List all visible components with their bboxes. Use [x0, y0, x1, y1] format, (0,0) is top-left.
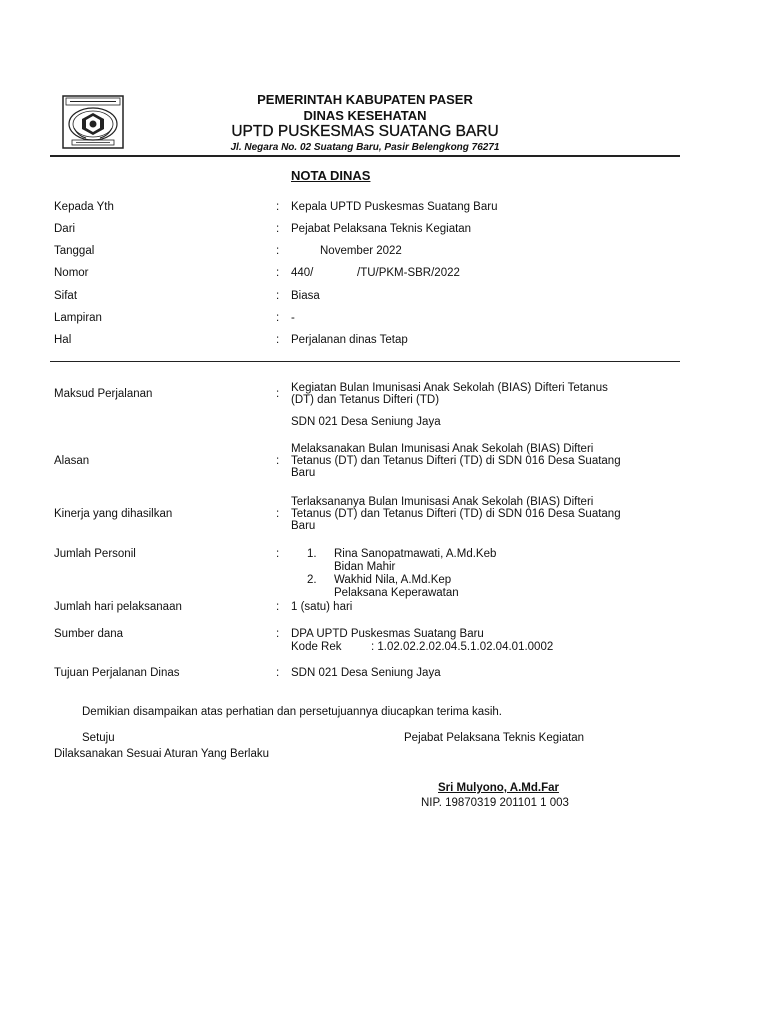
personil-label: Jumlah Personil — [54, 548, 136, 560]
kinerja-value — [291, 496, 621, 532]
colon: : — [276, 290, 280, 302]
personil-number: 2. — [307, 574, 317, 586]
personil-name: Wakhid Nila, A.Md.Kep — [334, 574, 452, 586]
kepada-label: Kepada Yth — [54, 201, 114, 213]
colon: : — [276, 388, 280, 400]
kepada-value: Kepala UPTD Puskesmas Suatang Baru — [291, 201, 498, 213]
colon: : — [276, 508, 280, 520]
kode-rek-value: : 1.02.02.2.02.04.5.1.02.04.01.0002 — [371, 641, 554, 653]
alasan-line: Tetanus (DT) dan Tetanus Difteri (TD) di SDN 016 Desa Suatang — [291, 455, 621, 467]
hari-value: 1 (satu) hari — [291, 601, 353, 613]
kinerja-line: Terlaksananya Bulan Imunisasi Anak Sekolah (BIAS) Difteri — [291, 496, 594, 508]
sumber-value: DPA UPTD Puskesmas Suatang Baru — [291, 628, 484, 640]
dari-value: Pejabat Pelaksana Teknis Kegiatan — [291, 223, 472, 235]
colon: : — [276, 628, 280, 640]
institution-name: UPTD PUSKESMAS SUATANG BARU — [231, 123, 499, 140]
sifat-label: Sifat — [54, 290, 78, 302]
colon: : — [276, 245, 280, 257]
section-divider — [50, 361, 680, 362]
personil-role: Bidan Mahir — [334, 561, 396, 573]
government-name: PEMERINTAH KABUPATEN PASER — [257, 92, 473, 107]
alasan-value — [291, 443, 621, 479]
maksud-label: Maksud Perjalanan — [54, 388, 153, 400]
hal-label: Hal — [54, 334, 72, 346]
approval-note: Dilaksanakan Sesuai Aturan Yang Berlaku — [54, 748, 270, 760]
nomor-suffix: /TU/PKM-SBR/2022 — [357, 267, 460, 279]
tujuan-label: Tujuan Perjalanan Dinas — [54, 667, 180, 679]
colon: : — [276, 667, 280, 679]
colon: : — [276, 334, 280, 346]
alasan-line: Baru — [291, 467, 316, 479]
signatory-name: Sri Mulyono, A.Md.Far — [438, 782, 559, 794]
hal-value: Perjalanan dinas Tetap — [291, 334, 408, 346]
institution-address: Jl. Negara No. 02 Suatang Baru, Pasir Belengkong 76271 — [230, 142, 500, 153]
tanggal-value: November 2022 — [320, 245, 402, 257]
colon: : — [276, 548, 280, 560]
kode-rek-label: Kode Rek — [291, 641, 342, 653]
sumber-label: Sumber dana — [54, 628, 124, 640]
personil-number: 1. — [307, 548, 317, 560]
colon: : — [276, 601, 280, 613]
maksud-line: Kegiatan Bulan Imunisasi Anak Sekolah (BIAS) Difteri Tetanus — [291, 382, 608, 394]
colon: : — [276, 312, 280, 324]
personil-name: Rina Sanopatmawati, A.Md.Keb — [334, 548, 497, 560]
colon: : — [276, 201, 280, 213]
colon: : — [276, 267, 280, 279]
hari-label: Jumlah hari pelaksanaan — [54, 601, 182, 613]
colon: : — [276, 223, 280, 235]
department-name: DINAS KESEHATAN — [303, 108, 427, 123]
signatory-position: Pejabat Pelaksana Teknis Kegiatan — [404, 732, 585, 744]
nomor-prefix: 440/ — [291, 267, 314, 279]
tanggal-label: Tanggal — [54, 245, 95, 257]
sifat-value: Biasa — [291, 290, 320, 302]
nomor-label: Nomor — [54, 267, 89, 279]
colon: : — [276, 455, 280, 467]
maksud-line: (DT) dan Tetanus Difteri (TD) — [291, 394, 440, 406]
tujuan-value: SDN 021 Desa Seniung Jaya — [291, 667, 441, 679]
closing-statement: Demikian disampaikan atas perhatian dan persetujuannya diucapkan terima kasih. — [82, 706, 502, 718]
kinerja-label: Kinerja yang dihasilkan — [54, 508, 173, 520]
maksud-value — [291, 382, 608, 406]
personil-role: Pelaksana Keperawatan — [334, 587, 459, 599]
document-title: NOTA DINAS — [291, 168, 371, 183]
alasan-label: Alasan — [54, 455, 90, 467]
regency-emblem-icon — [62, 95, 124, 149]
dari-label: Dari — [54, 223, 76, 235]
alasan-line: Melaksanakan Bulan Imunisasi Anak Sekolah (BIAS) Difteri — [291, 443, 594, 455]
signatory-nip: NIP. 19870319 201101 1 003 — [421, 797, 569, 809]
kinerja-line: Baru — [291, 520, 316, 532]
lampiran-label: Lampiran — [54, 312, 102, 324]
maksud-location: SDN 021 Desa Seniung Jaya — [291, 416, 441, 428]
approval-label: Setuju — [82, 732, 115, 744]
lampiran-value: - — [291, 312, 295, 324]
letterhead-divider — [50, 155, 680, 157]
kinerja-line: Tetanus (DT) dan Tetanus Difteri (TD) di SDN 016 Desa Suatang — [291, 508, 621, 520]
